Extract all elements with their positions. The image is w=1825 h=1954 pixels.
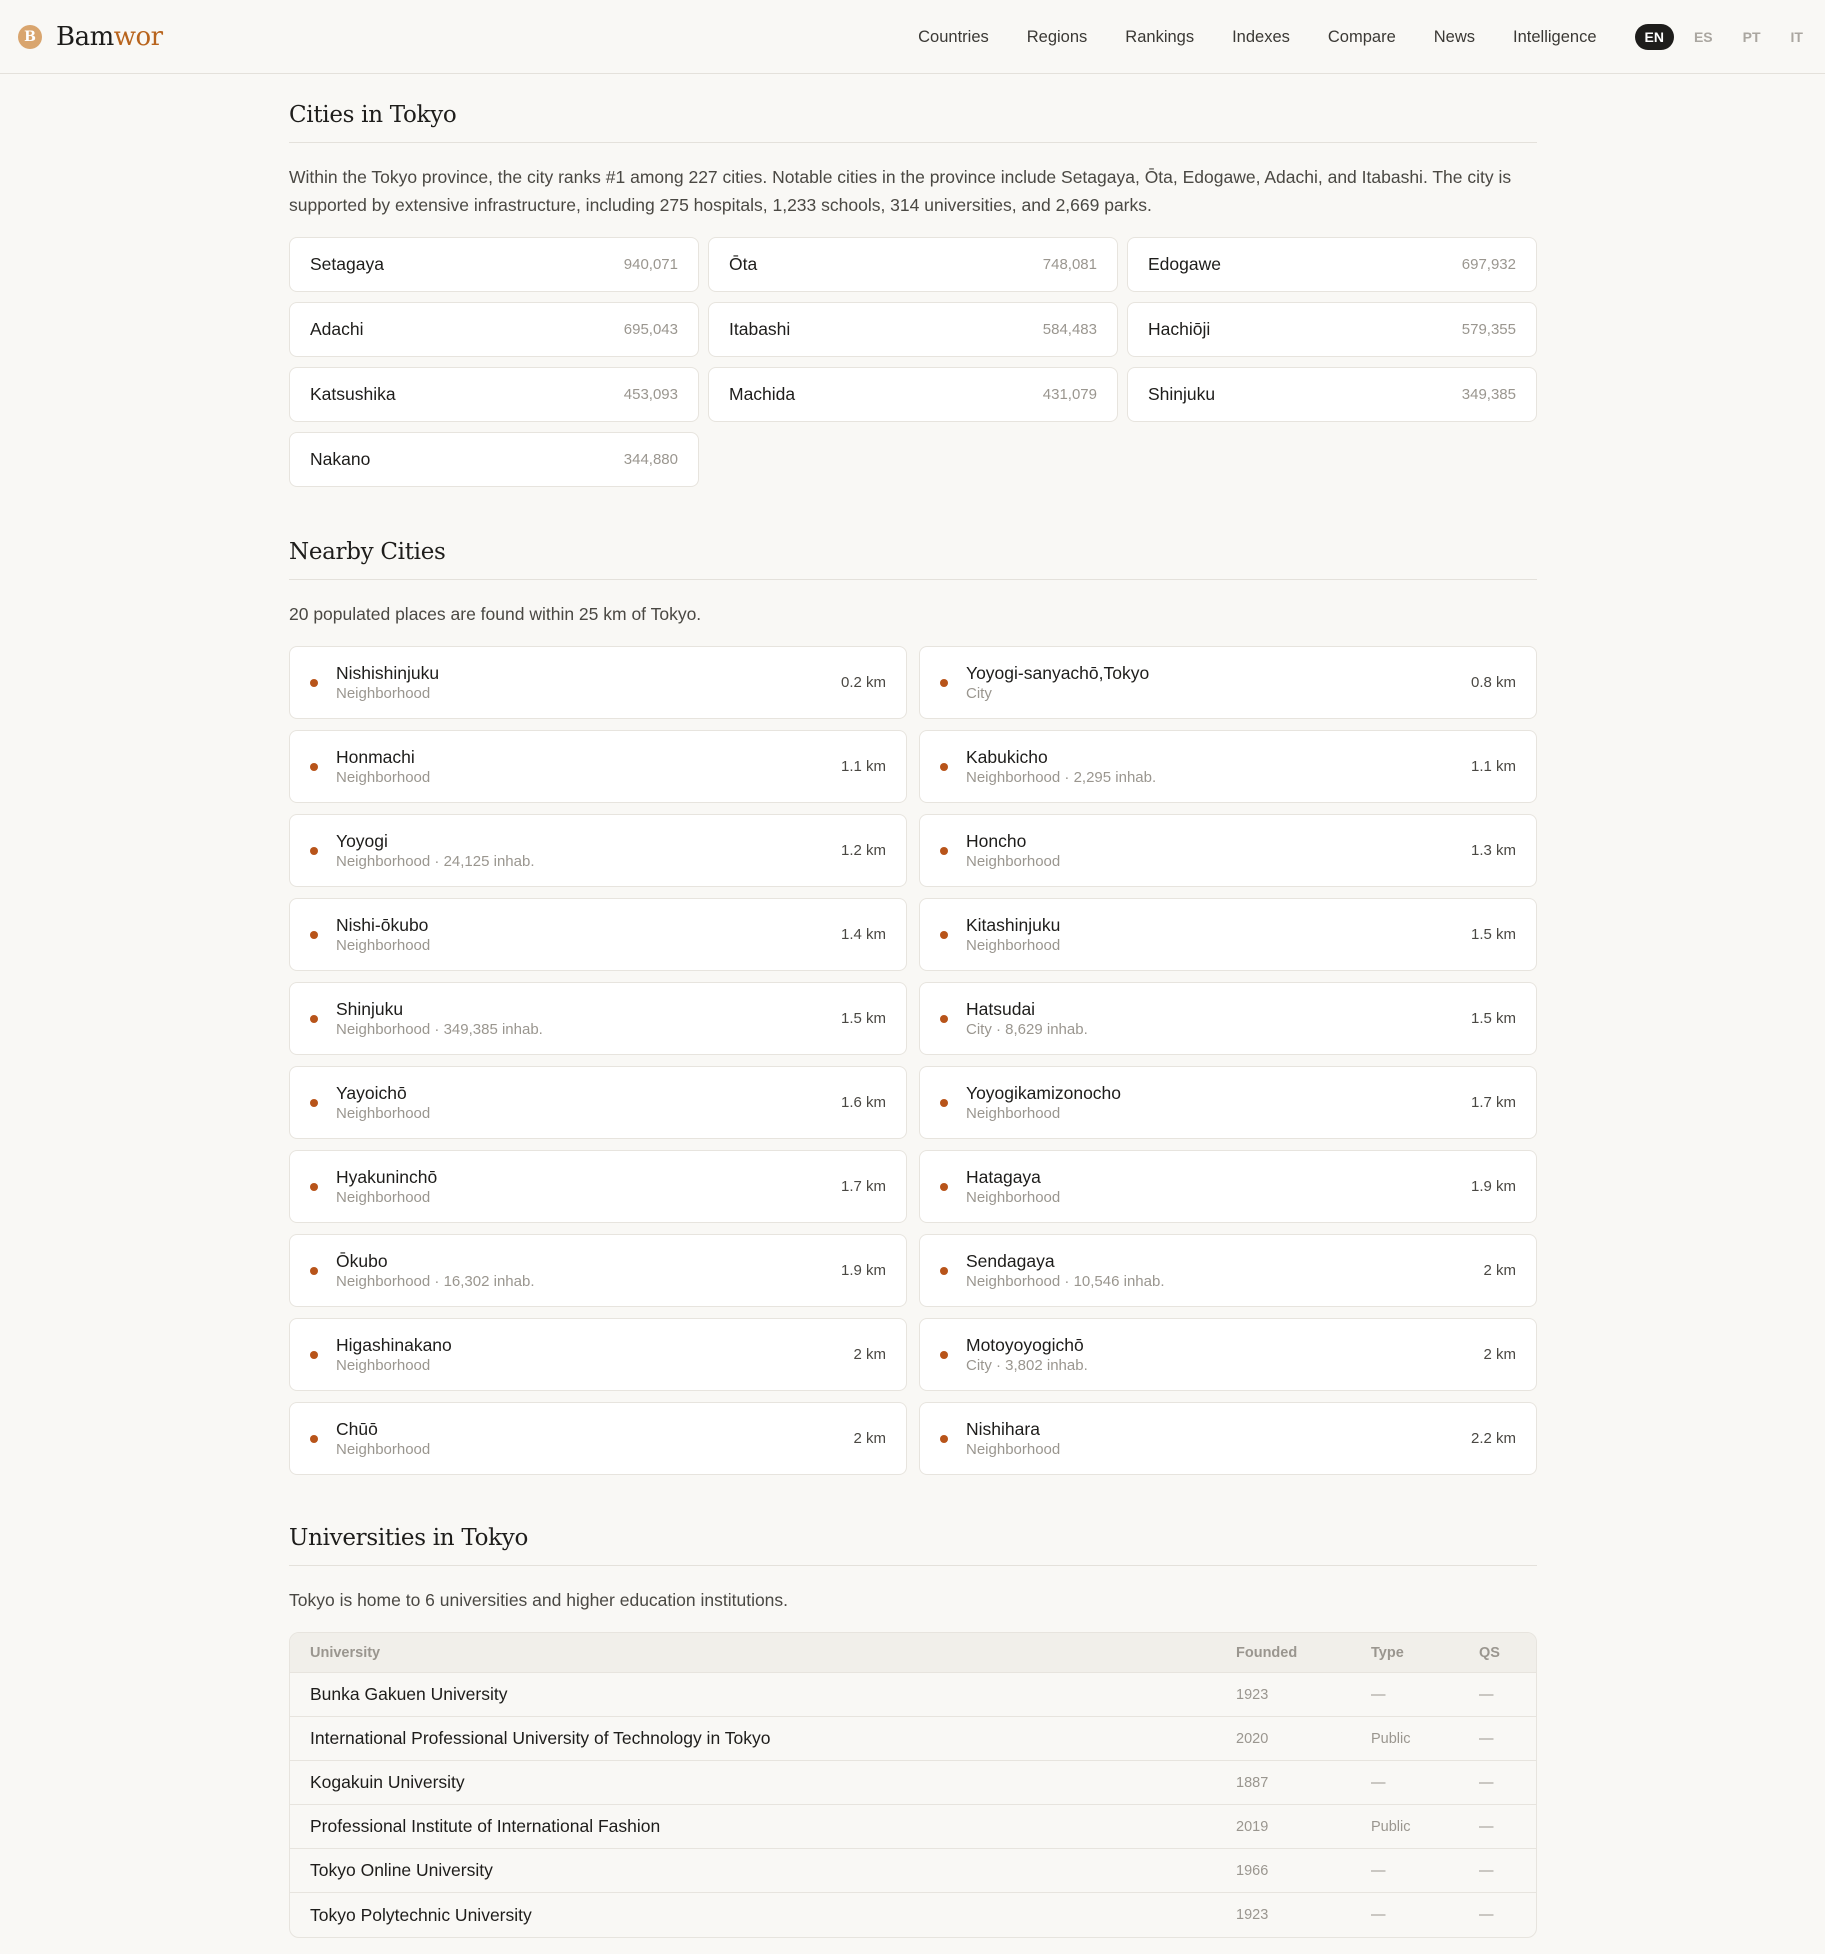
type: —	[1371, 1907, 1386, 1923]
universities-description: Tokyo is home to 6 universities and higher education institutions.	[289, 1590, 789, 1610]
nearby-subtitle: Neighborhood	[336, 1440, 431, 1458]
nearby-card[interactable]	[919, 1318, 1537, 1391]
nearby-name: Nishi-ōkubo	[336, 914, 429, 935]
qs-rank: —	[1459, 1761, 1536, 1805]
qs-rank: —	[1459, 1717, 1536, 1761]
nearby-distance: 1.3 km	[1470, 842, 1516, 859]
location-dot-icon	[940, 931, 948, 939]
city-name: Machida	[729, 384, 796, 404]
location-dot-icon	[310, 931, 318, 939]
logo-coin-icon: B	[18, 25, 42, 49]
nearby-name: Hatsudai	[966, 998, 1036, 1019]
location-dot-icon	[310, 1099, 318, 1107]
nearby-info	[966, 998, 1471, 1040]
founded: 2020	[1216, 1717, 1351, 1761]
nearby-name: Ōkubo	[336, 1250, 388, 1271]
column-header: Founded	[1216, 1633, 1351, 1673]
nearby-card[interactable]	[919, 1150, 1537, 1223]
logo[interactable]	[18, 22, 163, 52]
nearby-subtitle: Neighborhood	[336, 1356, 431, 1374]
nearby-card[interactable]	[919, 814, 1537, 887]
city-card[interactable]	[708, 367, 1118, 422]
nearby-card[interactable]	[289, 730, 907, 803]
table-row[interactable]	[290, 1893, 1536, 1937]
nearby-subtitle: Neighborhood	[966, 1104, 1061, 1122]
nearby-info	[336, 914, 841, 956]
nearby-distance: 1.1 km	[840, 758, 886, 775]
nearby-distance: 1.7 km	[840, 1178, 886, 1195]
city-population: 695,043	[623, 321, 678, 338]
nearby-distance: 1.5 km	[1470, 926, 1516, 943]
nearby-subtitle: Neighborhood	[966, 852, 1061, 870]
nearby-info	[966, 662, 1471, 704]
nearby-info	[966, 1082, 1471, 1124]
location-dot-icon	[310, 847, 318, 855]
nearby-distance: 1.9 km	[840, 1262, 886, 1279]
nearby-name: Nishishinjuku	[336, 662, 440, 683]
type: —	[1351, 1849, 1459, 1893]
nearby-name: Honmachi	[336, 746, 415, 767]
university-name: International Professional University of Technology in Tokyo	[290, 1717, 1216, 1761]
table-row[interactable]	[290, 1849, 1536, 1893]
nearby-name: Higashinakano	[336, 1334, 452, 1355]
university-name: Kogakuin University	[290, 1761, 1216, 1805]
nearby-subtitle: Neighborhood	[336, 936, 431, 954]
nearby-card[interactable]	[919, 646, 1537, 719]
nearby-distance: 1.2 km	[840, 842, 886, 859]
nearby-name: Kabukicho	[966, 746, 1048, 767]
nearby-subtitle: Neighborhood · 349,385 inhab.	[336, 1020, 543, 1038]
cities-section	[289, 102, 1537, 487]
nearby-subtitle: Neighborhood	[966, 1188, 1061, 1206]
nearby-info	[336, 1418, 853, 1460]
nav-rankings[interactable]: Rankings	[1125, 27, 1195, 46]
location-dot-icon	[940, 679, 948, 687]
nearby-card[interactable]	[289, 982, 907, 1055]
city-population: 453,093	[623, 386, 678, 403]
language-switcher	[1635, 24, 1813, 50]
nearby-info	[966, 1250, 1483, 1292]
nearby-card[interactable]	[289, 1234, 907, 1307]
city-name: Setagaya	[310, 254, 384, 274]
lang-es[interactable]: ES	[1693, 29, 1713, 45]
nearby-name: Chūō	[336, 1418, 378, 1439]
nav-countries[interactable]: Countries	[918, 27, 989, 46]
nearby-distance: 1.4 km	[840, 926, 886, 943]
nearby-distance: 2 km	[853, 1430, 886, 1447]
nav-regions[interactable]: Regions	[1026, 27, 1088, 46]
nearby-info	[966, 830, 1471, 872]
nearby-card[interactable]	[289, 1066, 907, 1139]
nearby-subtitle: Neighborhood	[966, 1440, 1061, 1458]
nearby-card[interactable]	[289, 1150, 907, 1223]
nearby-info	[336, 662, 841, 704]
nearby-info	[966, 1418, 1471, 1460]
nearby-section	[289, 539, 1537, 1475]
nearby-info	[336, 998, 841, 1040]
city-name: Edogawe	[1148, 254, 1221, 274]
main-nav	[918, 0, 1825, 74]
nav-indexes[interactable]: Indexes	[1232, 27, 1290, 46]
founded: 1923	[1236, 1907, 1269, 1923]
city-population: 697,932	[1461, 256, 1516, 273]
location-dot-icon	[310, 1015, 318, 1023]
city-card[interactable]	[1127, 302, 1537, 357]
location-dot-icon	[940, 763, 948, 771]
lang-pt[interactable]: PT	[1742, 29, 1761, 45]
nearby-distance: 2 km	[853, 1346, 886, 1363]
nearby-distance: 2.2 km	[1470, 1430, 1516, 1447]
nearby-subtitle: City · 3,802 inhab.	[966, 1356, 1088, 1374]
logo-text-part2: wor	[113, 21, 163, 52]
cities-title: Cities in Tokyo	[289, 102, 1537, 143]
nearby-distance: 1.5 km	[840, 1010, 886, 1027]
nearby-card[interactable]	[289, 898, 907, 971]
column-header: QS	[1459, 1633, 1536, 1673]
location-dot-icon	[940, 1351, 948, 1359]
nearby-distance: 1.5 km	[1470, 1010, 1516, 1027]
city-population: 431,079	[1042, 386, 1097, 403]
location-dot-icon	[940, 1183, 948, 1191]
university-name: Bunka Gakuen University	[290, 1673, 1216, 1717]
location-dot-icon	[310, 1183, 318, 1191]
nearby-title: Nearby Cities	[289, 539, 1537, 580]
nearby-distance: 1.6 km	[840, 1094, 886, 1111]
nearby-info	[336, 1250, 841, 1292]
nearby-card[interactable]	[289, 814, 907, 887]
qs-rank: —	[1459, 1673, 1536, 1717]
university-name: Tokyo Polytechnic University	[310, 1904, 532, 1925]
city-population: 349,385	[1461, 386, 1516, 403]
universities-table	[289, 1632, 1537, 1938]
city-card[interactable]	[289, 237, 699, 292]
universities-title: Universities in Tokyo	[289, 1525, 1537, 1566]
nearby-info	[966, 1334, 1483, 1376]
nearby-name: Sendagaya	[966, 1250, 1055, 1271]
city-card[interactable]	[289, 367, 699, 422]
nearby-info	[336, 746, 841, 788]
nearby-subtitle: City · 8,629 inhab.	[966, 1020, 1088, 1038]
founded: 1887	[1216, 1761, 1351, 1805]
nearby-card[interactable]	[919, 730, 1537, 803]
nearby-subtitle: Neighborhood	[966, 936, 1061, 954]
nearby-name: Hatagaya	[966, 1166, 1041, 1187]
city-name: Katsushika	[310, 384, 396, 404]
location-dot-icon	[310, 1267, 318, 1275]
table-row[interactable]	[290, 1673, 1536, 1717]
city-card[interactable]	[708, 302, 1118, 357]
nav-compare[interactable]: Compare	[1327, 27, 1396, 46]
nearby-distance: 0.8 km	[1470, 674, 1516, 691]
nearby-grid	[289, 646, 1537, 1475]
nearby-distance: 2 km	[1483, 1262, 1516, 1279]
location-dot-icon	[310, 1435, 318, 1443]
nearby-info	[336, 1082, 841, 1124]
type: —	[1351, 1673, 1459, 1717]
nearby-subtitle: Neighborhood · 10,546 inhab.	[966, 1272, 1165, 1290]
nearby-distance: 1.7 km	[1470, 1094, 1516, 1111]
location-dot-icon	[940, 1435, 948, 1443]
nav-news[interactable]: News	[1433, 27, 1476, 46]
city-card[interactable]	[289, 432, 699, 487]
nearby-distance: 1.9 km	[1470, 1178, 1516, 1195]
nearby-description: 20 populated places are found within 25 km of Tokyo.	[289, 604, 702, 624]
nearby-info	[966, 1166, 1471, 1208]
nearby-name: Hyakuninchō	[336, 1166, 438, 1187]
logo-text-part1: Bam	[56, 21, 114, 52]
location-dot-icon	[310, 679, 318, 687]
qs-rank: —	[1459, 1805, 1536, 1849]
qs-rank: —	[1479, 1907, 1494, 1923]
city-population: 584,483	[1042, 321, 1097, 338]
nearby-subtitle: Neighborhood	[336, 684, 431, 702]
nearby-card[interactable]	[919, 982, 1537, 1055]
nearby-name: Shinjuku	[336, 998, 404, 1019]
nearby-name: Yoyogi-sanyachō,Tokyo	[966, 662, 1150, 683]
city-card[interactable]	[1127, 237, 1537, 292]
location-dot-icon	[940, 1267, 948, 1275]
nearby-subtitle: Neighborhood	[336, 768, 431, 786]
nearby-subtitle: City	[966, 684, 992, 702]
city-card[interactable]	[1127, 367, 1537, 422]
nearby-info	[336, 1334, 853, 1376]
location-dot-icon	[940, 1099, 948, 1107]
city-population: 579,355	[1461, 321, 1516, 338]
type: Public	[1351, 1717, 1459, 1761]
main-content	[289, 74, 1537, 1938]
nearby-card[interactable]	[919, 1402, 1537, 1475]
nearby-card[interactable]	[289, 1402, 907, 1475]
university-name: Tokyo Online University	[290, 1849, 1216, 1893]
city-name: Nakano	[310, 449, 371, 469]
nearby-card[interactable]	[919, 1234, 1537, 1307]
city-name: Shinjuku	[1148, 384, 1216, 404]
nearby-card[interactable]	[919, 1066, 1537, 1139]
table-row[interactable]	[290, 1761, 1536, 1805]
nearby-info	[336, 830, 841, 872]
nearby-subtitle: Neighborhood	[336, 1104, 431, 1122]
nearby-card[interactable]	[289, 1318, 907, 1391]
location-dot-icon	[940, 847, 948, 855]
nearby-name: Kitashinjuku	[966, 914, 1061, 935]
nearby-subtitle: Neighborhood · 16,302 inhab.	[336, 1272, 535, 1290]
city-card[interactable]	[708, 237, 1118, 292]
table-row[interactable]	[290, 1717, 1536, 1761]
nearby-name: Yoyogi	[336, 830, 388, 851]
founded: 2019	[1216, 1805, 1351, 1849]
nearby-info	[966, 746, 1471, 788]
nearby-name: Yayoichō	[336, 1082, 407, 1103]
city-card[interactable]	[289, 302, 699, 357]
column-header: University	[290, 1633, 1216, 1673]
column-header: Type	[1351, 1633, 1459, 1673]
city-name: Itabashi	[729, 319, 791, 339]
city-name: Adachi	[310, 319, 364, 339]
nearby-subtitle: Neighborhood · 24,125 inhab.	[336, 852, 535, 870]
founded: 1966	[1216, 1849, 1351, 1893]
city-population: 344,880	[623, 451, 678, 468]
nearby-name: Honcho	[966, 830, 1027, 851]
nearby-name: Nishihara	[966, 1418, 1040, 1439]
type: Public	[1351, 1805, 1459, 1849]
location-dot-icon	[940, 1015, 948, 1023]
city-population: 940,071	[623, 256, 678, 273]
location-dot-icon	[310, 1351, 318, 1359]
university-name: Professional Institute of International Fashion	[290, 1805, 1216, 1849]
nearby-distance: 2 km	[1483, 1346, 1516, 1363]
qs-rank: —	[1459, 1849, 1536, 1893]
nearby-card[interactable]	[919, 898, 1537, 971]
nearby-subtitle: Neighborhood	[336, 1188, 431, 1206]
lang-it[interactable]: IT	[1790, 29, 1803, 45]
city-name: Ōta	[729, 254, 758, 274]
cities-grid	[289, 237, 1537, 487]
city-name: Hachiōji	[1148, 319, 1211, 339]
type: —	[1351, 1761, 1459, 1805]
top-header	[0, 0, 1825, 74]
founded: 1923	[1216, 1673, 1351, 1717]
location-dot-icon	[310, 763, 318, 771]
nearby-subtitle: Neighborhood · 2,295 inhab.	[966, 768, 1157, 786]
nearby-card[interactable]	[289, 646, 907, 719]
nearby-distance: 1.1 km	[1470, 758, 1516, 775]
cities-description: Within the Tokyo province, the city ranks #1 among 227 cities. Notable cities in the province include Setagaya, Ōta, Edogawe, Adachi, and Itabashi. The city is supported by extensive infrastructure, including 275 hospitals, 1,233 schools, 314 universities, and 2,669 parks.	[289, 167, 1512, 215]
nav-intelligence[interactable]: Intelligence	[1513, 27, 1597, 46]
nearby-info	[336, 1166, 841, 1208]
nearby-name: Yoyogikamizonocho	[966, 1082, 1122, 1103]
nearby-distance: 0.2 km	[840, 674, 886, 691]
table-row[interactable]	[290, 1805, 1536, 1849]
nearby-info	[966, 914, 1471, 956]
city-population: 748,081	[1042, 256, 1097, 273]
logo-text	[56, 22, 163, 52]
nearby-name: Motoyoyogichō	[966, 1334, 1084, 1355]
lang-en[interactable]: EN	[1635, 24, 1674, 50]
universities-section	[289, 1525, 1537, 1938]
